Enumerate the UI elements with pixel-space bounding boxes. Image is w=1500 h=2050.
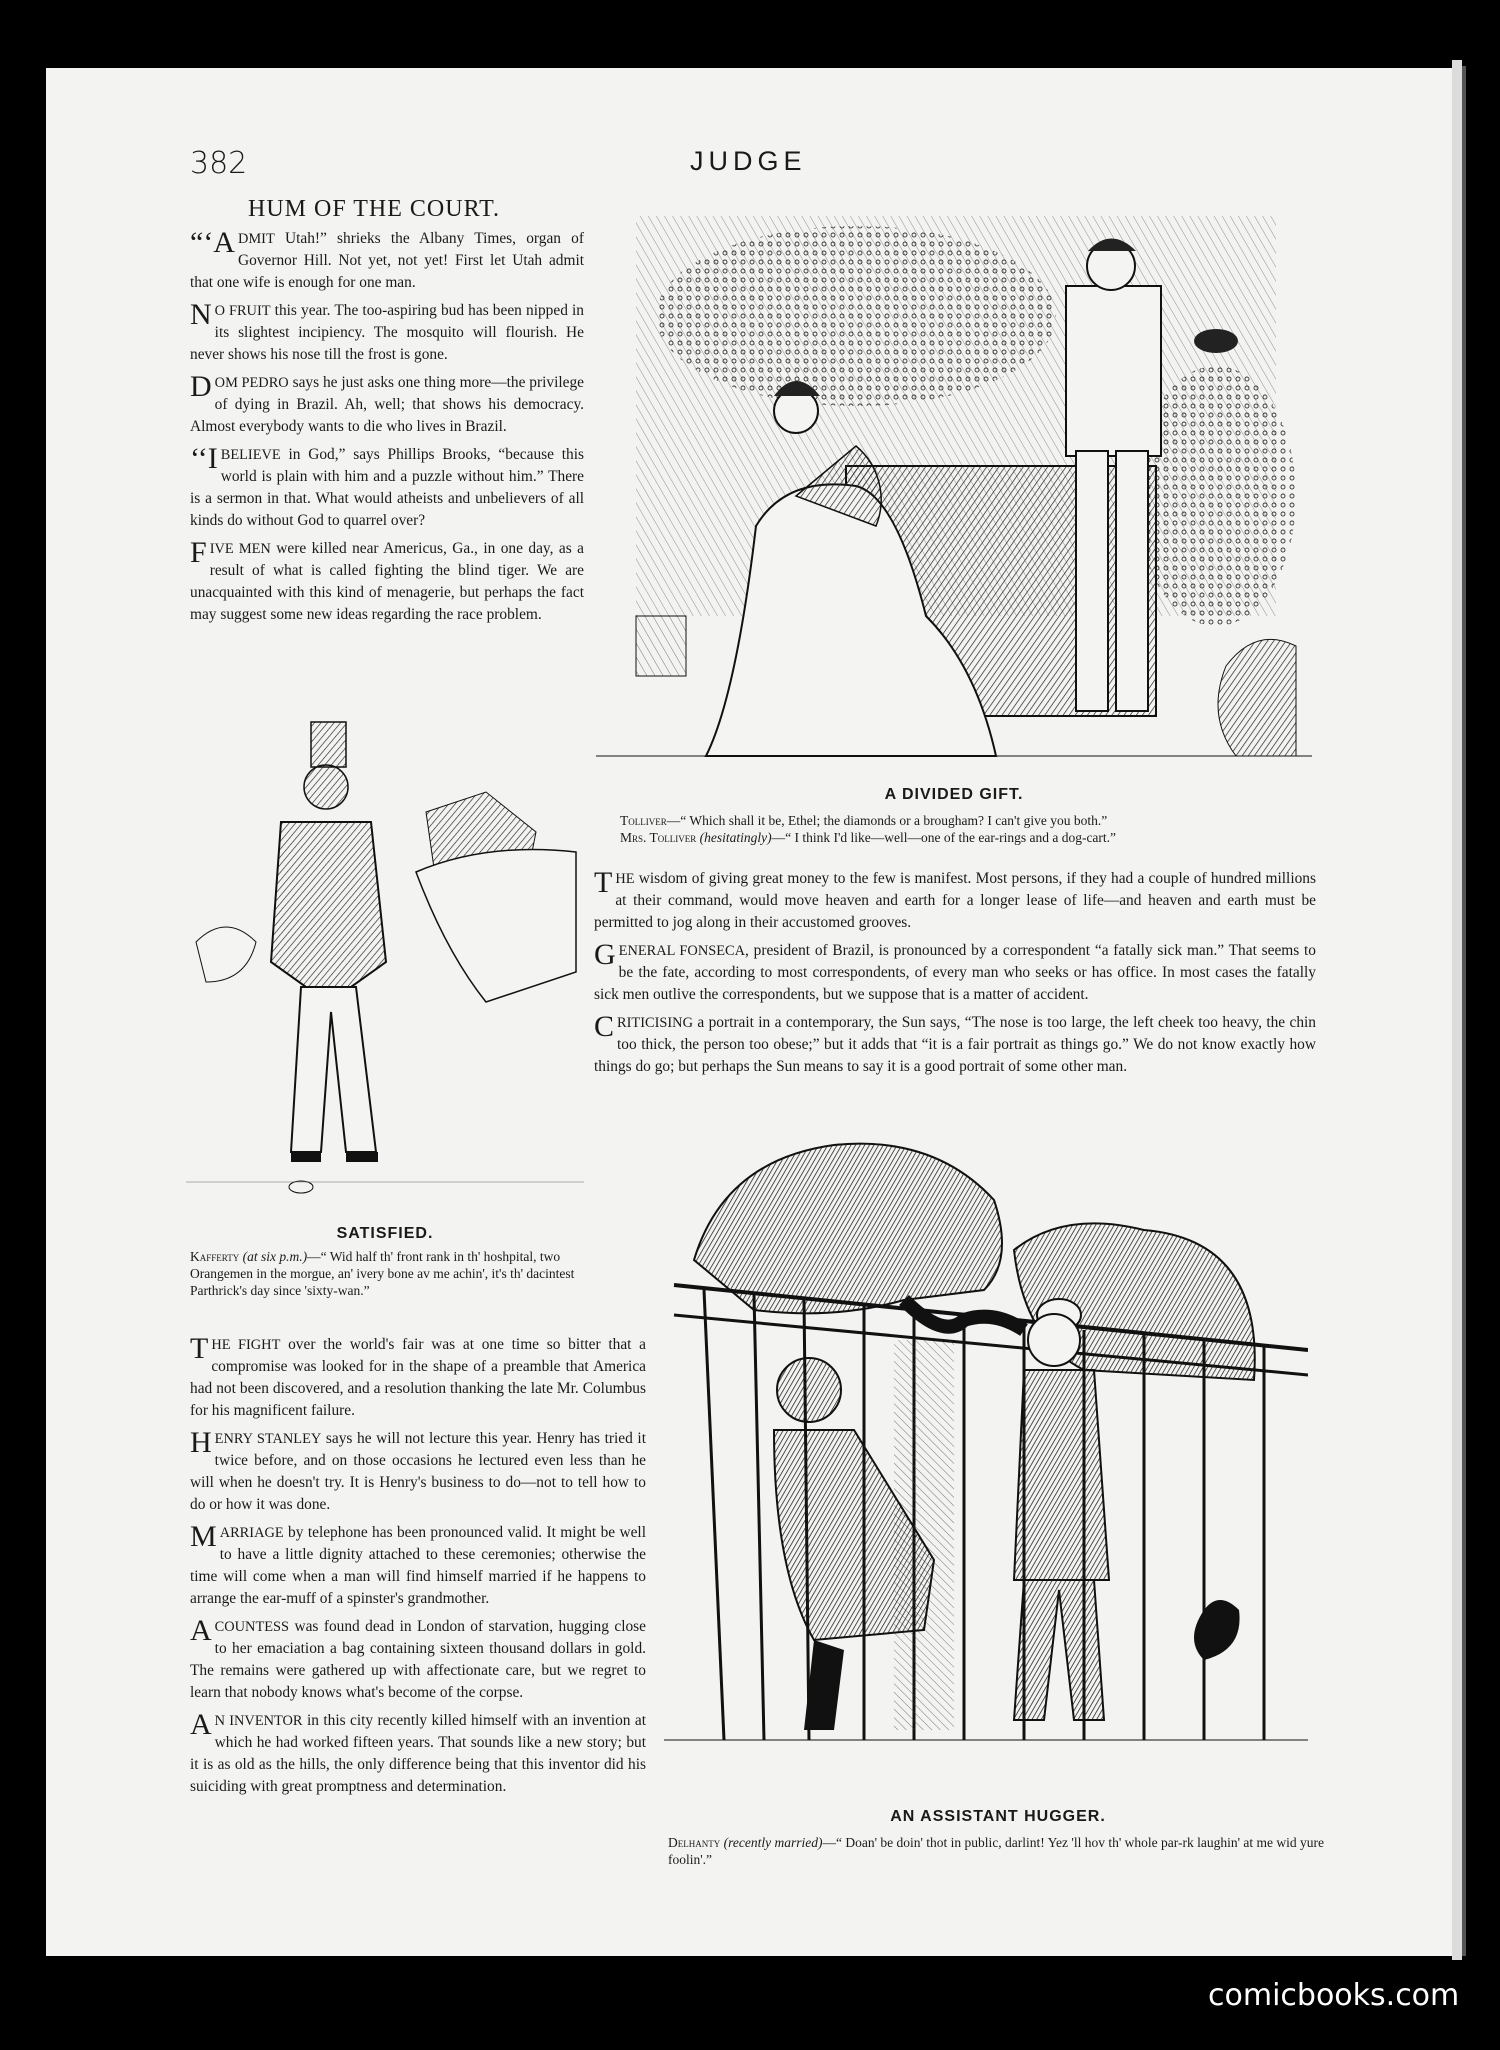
- paragraph: [190, 372, 584, 438]
- speaker-tolliver: Tolliver: [620, 813, 667, 828]
- lead-in: BELIEVE: [220, 447, 281, 463]
- paragraph: [190, 300, 584, 366]
- page-edge-shadow: [1462, 66, 1466, 1956]
- paragraph: [190, 228, 584, 294]
- drop-cap: “‘A: [190, 226, 235, 259]
- drop-cap: A: [190, 1614, 212, 1647]
- speaker-kafferty: Kafferty: [190, 1249, 240, 1264]
- paragraph: [190, 1334, 646, 1422]
- lead-in: RITICISING: [617, 1015, 693, 1031]
- illustration-assistant-hugger: [664, 1140, 1308, 1768]
- drop-cap: N: [190, 298, 212, 331]
- illustration-satisfied: [186, 712, 584, 1222]
- lead-in: OM PEDRO: [214, 375, 289, 391]
- kafferty-line: —“ Wid half th' front rank in th' hoshpital, two Orangemen in the morgue, an' ivery bone av me achin', it's th' dacintest Parthrick's day since 'sixty-wan.”: [190, 1249, 575, 1298]
- lead-in: DMIT: [237, 231, 275, 247]
- drop-cap: F: [190, 536, 207, 569]
- tolliver-line: —“ Which shall it be, Ethel; the diamonds or a brougham? I can't give you both.”: [666, 813, 1108, 828]
- paragraph-text: over the world's fair was at one time so bitter that a compromise was looked for in the shape of a preamble that America had not been discovered, and a resolution thanking the late Mr. Columbus for his magnificent failure.: [190, 1336, 647, 1419]
- speaker-mrs-tolliver: Mrs. Tolliver: [620, 830, 697, 845]
- drop-cap: M: [190, 1520, 217, 1553]
- lead-in: HE FIGHT: [211, 1337, 281, 1353]
- paragraph-text: were killed near Americus, Ga., in one day, as a result of what is called fighting the blind tiger. We are unacquainted with this kind of menagerie, but perhaps the fact may suggest some new ideas regarding the race problem.: [190, 540, 584, 623]
- lead-in: IVE MEN: [209, 541, 271, 557]
- watermark: comicbooks.com: [1208, 1978, 1460, 2013]
- left-lower-column: [190, 1334, 646, 1804]
- drop-cap: H: [190, 1426, 212, 1459]
- lead-in: COUNTESS: [214, 1619, 290, 1635]
- paragraph-text: wisdom of giving great money to the few is manifest. Most persons, if they had a couple of hundred millions at their command, would move heaven and earth for a longer lease of life—and heaven and earth must be permitted to jog along in their accustomed grooves.: [594, 870, 1316, 931]
- lead-in: N INVENTOR: [214, 1713, 303, 1729]
- drop-cap: C: [594, 1010, 615, 1043]
- paragraph-text: a portrait in a contemporary, the Sun says, “The nose is too large, the left cheek too heavy, the chin too thick, the person too obese;” but it adds that “it is a fair portrait as things go.” We do not know exactly how things do go; but perhaps the Sun means to say it is a good portrait of some other man.: [594, 1014, 1316, 1075]
- drop-cap: T: [594, 866, 613, 899]
- paragraph: [190, 1616, 646, 1704]
- hum-column: [190, 228, 584, 632]
- paragraph: [594, 1012, 1316, 1078]
- stage-direction: (recently married): [723, 1835, 823, 1850]
- paragraph-text: in God,” says Phillips Brooks, “because this world is plain with him and a puzzle without him.” There is a sermon in that. What would atheists and unbelievers of all kinds do without God to quarrel over?: [190, 446, 584, 529]
- delhanty-line: —“ Doan' be doin' thot in public, darlint! Yez 'll hov th' whole par-rk laughin' at me wid yure foolin'.”: [668, 1835, 1325, 1867]
- caption-assistant-hugger: [668, 1834, 1330, 1868]
- stage-direction: (at six p.m.): [242, 1249, 308, 1264]
- paragraph: [190, 1710, 646, 1798]
- paragraph: [594, 868, 1316, 934]
- paragraph-text: Utah!” shrieks the Albany Times, organ of Governor Hill. Not yet, not yet! First let Utah admit that one wife is enough for one man.: [190, 230, 584, 291]
- section-title-hum: HUM OF THE COURT.: [248, 196, 501, 222]
- masthead: JUDGE: [690, 146, 807, 176]
- paragraph: [594, 940, 1316, 1006]
- paragraph-text: says he just asks one thing more—the privilege of dying in Brazil. Ah, well; that shows his democracy. Almost everybody wants to die who lives in Brazil.: [190, 374, 584, 435]
- illustration-divided-gift: [596, 196, 1312, 766]
- paragraph-text: in this city recently killed himself with an invention at which he had worked fifteen years. That sounds like a new story; but it is as old as the hills, the only difference being that this inventor did his suiciding with great promptness and determination.: [190, 1712, 646, 1795]
- paragraph-text: this year. The too-aspiring bud has been nipped in its slightest incipiency. The mosquito will flourish. He never shows his nose till the frost is gone.: [190, 302, 584, 363]
- lead-in: HE: [615, 871, 635, 887]
- caption-title-divided-gift: A DIVIDED GIFT.: [884, 786, 1024, 803]
- drop-cap: ‘‘I: [190, 442, 218, 475]
- lead-in: ENERAL FONSECA: [618, 943, 745, 959]
- paragraph: [190, 538, 584, 626]
- paragraph: [190, 444, 584, 532]
- page-edge: [1452, 60, 1462, 1960]
- caption-divided-gift: [620, 812, 1340, 846]
- paragraph-text: by telephone has been pronounced valid. It might be well to have a little dignity attached to these ceremonies; otherwise the time will come when a man will find himself married if he happens to arrange the ear-muff of a spinster's grandmother.: [190, 1524, 646, 1607]
- lead-in: O FRUIT: [214, 303, 271, 319]
- paragraph: [190, 1522, 646, 1610]
- page-number: 382: [190, 146, 248, 181]
- drop-cap: T: [190, 1332, 209, 1365]
- drop-cap: D: [190, 370, 212, 403]
- caption-title-assistant-hugger: AN ASSISTANT HUGGER.: [890, 1808, 1106, 1825]
- speaker-delhanty: Delhanty: [668, 1835, 721, 1850]
- stage-direction: (hesitatingly): [699, 830, 772, 845]
- lead-in: ENRY STANLEY: [214, 1431, 322, 1447]
- paragraph-text: was found dead in London of starvation, hugging close to her emaciation a bag containing sixteen thousand dollars in gold. The remains were gathered up with affectionate care, but we regret to learn that nobody knows what's become of the corpse.: [190, 1618, 646, 1701]
- drop-cap: A: [190, 1708, 212, 1741]
- right-text-column: [594, 868, 1316, 1084]
- drop-cap: G: [594, 938, 616, 971]
- lead-in: ARRIAGE: [219, 1525, 284, 1541]
- mrs-tolliver-line: —“ I think I'd like—well—one of the ear-rings and a dog-cart.”: [771, 830, 1117, 845]
- paragraph: [190, 1428, 646, 1516]
- paragraph-text: , president of Brazil, is pronounced by a correspondent “a fatally sick man.” That seems to be the fate, according to most correspondents, of every man who seeks or has office. In most cases the fatally sick men outlive the correspondents, but we suppose that is a matter of accident.: [594, 942, 1316, 1003]
- caption-title-satisfied: SATISFIED.: [336, 1225, 434, 1242]
- caption-satisfied: [190, 1248, 586, 1299]
- paragraph-text: says he will not lecture this year. Henry has tried it twice before, and on those occasions he lectured even less than he will when he doesn't try. It is Henry's business to do—not to tell how to do or how it was done.: [190, 1430, 646, 1513]
